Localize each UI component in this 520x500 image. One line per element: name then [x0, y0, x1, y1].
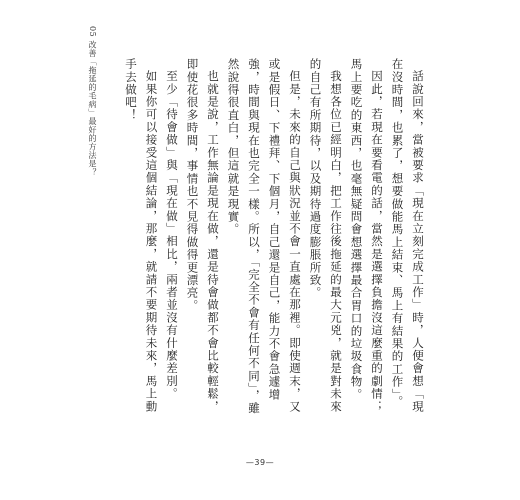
paragraph: 但是，未來的自己與狀況並不會一直處在那裡。即使週末，又或是假日、下禮拜、下個月，自己還是自己，能力不會急遽增強，時間與現在也完全一樣。所以，「完全不會有任何不同」，雖然說得很直白，但這就是現實。 [226, 58, 302, 415]
paragraph: 如果你可以接受這個結論，那麼，就請不要期待未來，馬上動手去做吧！ [124, 58, 159, 413]
running-head: 05 改善「拖延的毛病」最好的方法是？ [88, 26, 97, 177]
paragraph: 我想各位已經明白，把工作往後拖延的最大元兇，就是對未來的自己有所期待，以及期待過度膨脹所致。 [308, 58, 343, 413]
page-number: —39— [245, 458, 275, 467]
paragraph: 因此，若現在要看電的話，當然是選擇負擔沒這麼重的劇情；馬上要吃的東西，也毫無疑問會想選擇最合胃口的垃圾食物。 [349, 58, 384, 413]
paragraph: 話說回來，當被要求「現在立刻完成工作」時，人便會想「現在沒時間，也累了，想要做能馬上結束、馬上有結果的工作」。 [390, 58, 425, 413]
paragraph: 至少「待會做」與「現在做」相比，兩者並沒有什麼差別。 [165, 69, 179, 400]
paragraph: 也就是說，工作無論是現在做，還是待會做都不會比較輕鬆，即使花很多時間，事情也不見得做得更漂亮。 [185, 58, 220, 413]
body-text [121, 58, 429, 418]
